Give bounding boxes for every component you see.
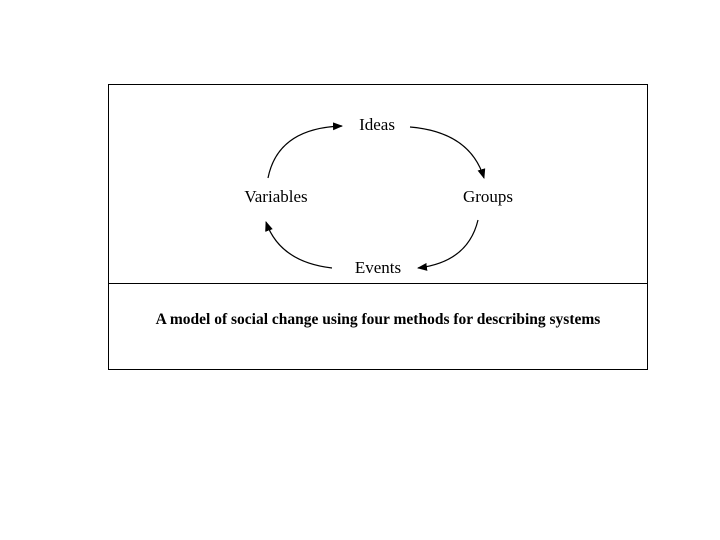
node-ideas: Ideas xyxy=(359,115,395,134)
node-events: Events xyxy=(354,258,402,277)
node-variables: Variables xyxy=(244,187,308,206)
node-groups: Groups xyxy=(462,187,514,206)
diagram-caption: A model of social change using four methods for describing systems xyxy=(155,311,601,328)
